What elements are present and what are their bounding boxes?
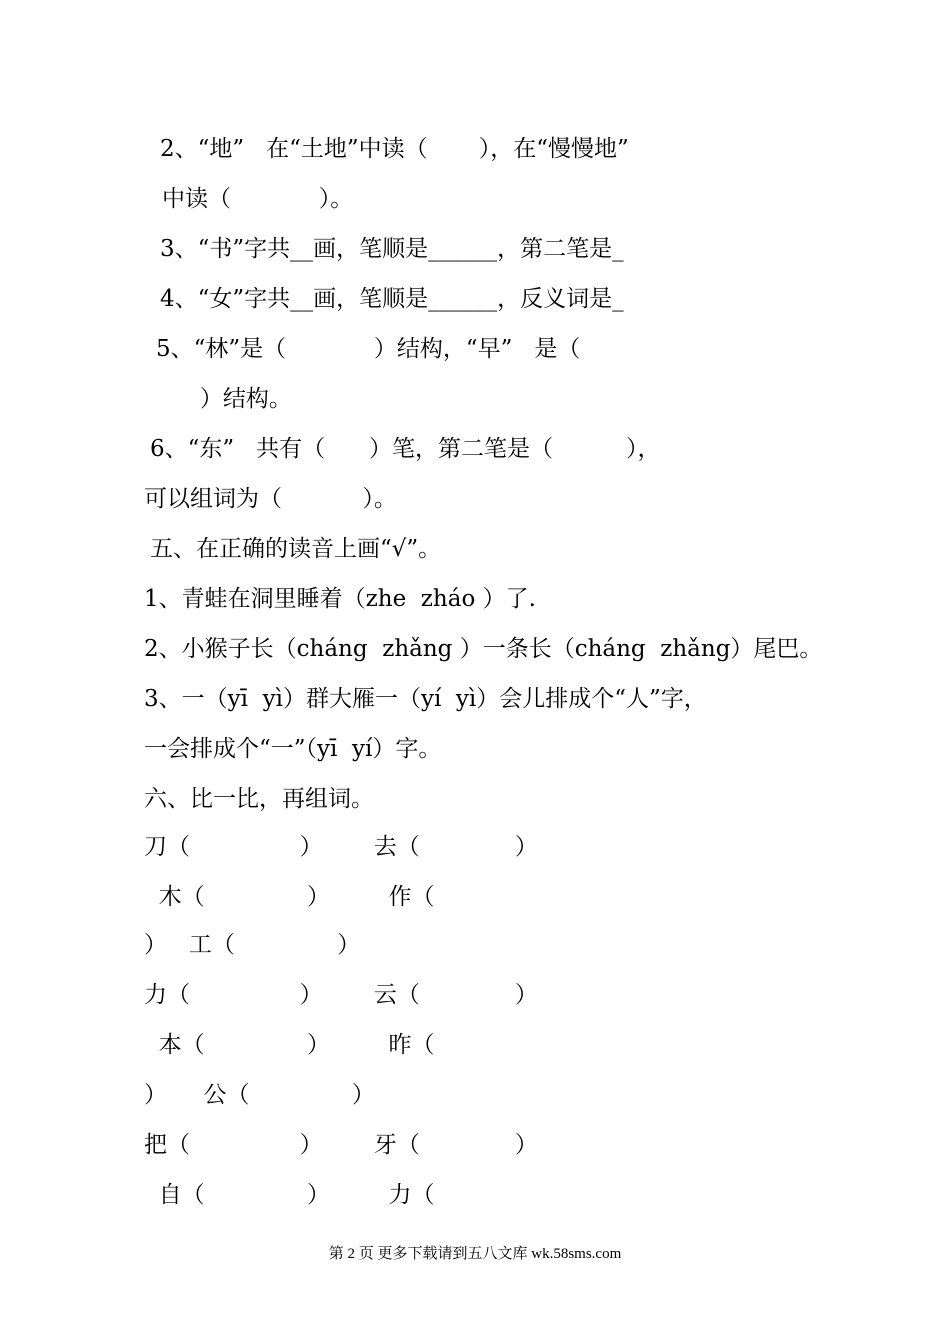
q4-6-line1: 6、“东” 共有（ ）笔，第二笔是（ ）， (150, 436, 661, 462)
q5-1-line: 1、青蛙在洞里睡着（zhe zháo ）了. (144, 586, 536, 612)
q4-5-line1: 5、“林”是（ ）结构，“早” 是（ (156, 336, 581, 362)
section6-title: 六、比一比，再组词。 (144, 786, 374, 812)
word-pair-row-4: 力（ ） 云（ ） (144, 982, 538, 1008)
q4-2-line2: 中读（ ）。 (162, 186, 354, 212)
word-pair-row-3: ） 工（ ） (144, 932, 361, 958)
word-pair-row-6: ） 公（ ） (144, 1082, 375, 1108)
q4-2-line1: 2、“地” 在“土地”中读（ ），在“慢慢地” (160, 136, 629, 162)
q5-2-line: 2、小猴子长（cháng zhǎng ）一条长（cháng zhǎng）尾巴。 (144, 636, 823, 662)
word-pair-row-1: 刀（ ） 去（ ） (144, 834, 538, 860)
word-pair-row-2: 木（ ） 作（ (144, 884, 435, 910)
page-footer: 第 2 页 更多下载请到五八文库 wk.58sms.com (328, 1246, 622, 1262)
q4-3-line: 3、“书”字共__画，笔顺是______，第二笔是_ (160, 236, 624, 262)
q5-3-line1: 3、一（yī yì）群大雁一（yí yì）会儿排成个“人”字， (144, 686, 707, 712)
section5-title: 五、在正确的读音上画“√”。 (150, 536, 442, 562)
word-pair-row-7: 把（ ） 牙（ ） (144, 1132, 538, 1158)
word-pair-row-8: 自（ ） 力（ (144, 1182, 435, 1208)
q5-3-line2: 一会排成个“一”（yī yí）字。 (144, 736, 442, 762)
q4-6-line2: 可以组词为（ ）。 (144, 486, 397, 512)
q4-4-line: 4、“女”字共__画，笔顺是______，反义词是_ (160, 286, 624, 312)
q4-5-line2: ）结构。 (178, 386, 292, 412)
word-pair-row-5: 本（ ） 昨（ (144, 1032, 435, 1058)
